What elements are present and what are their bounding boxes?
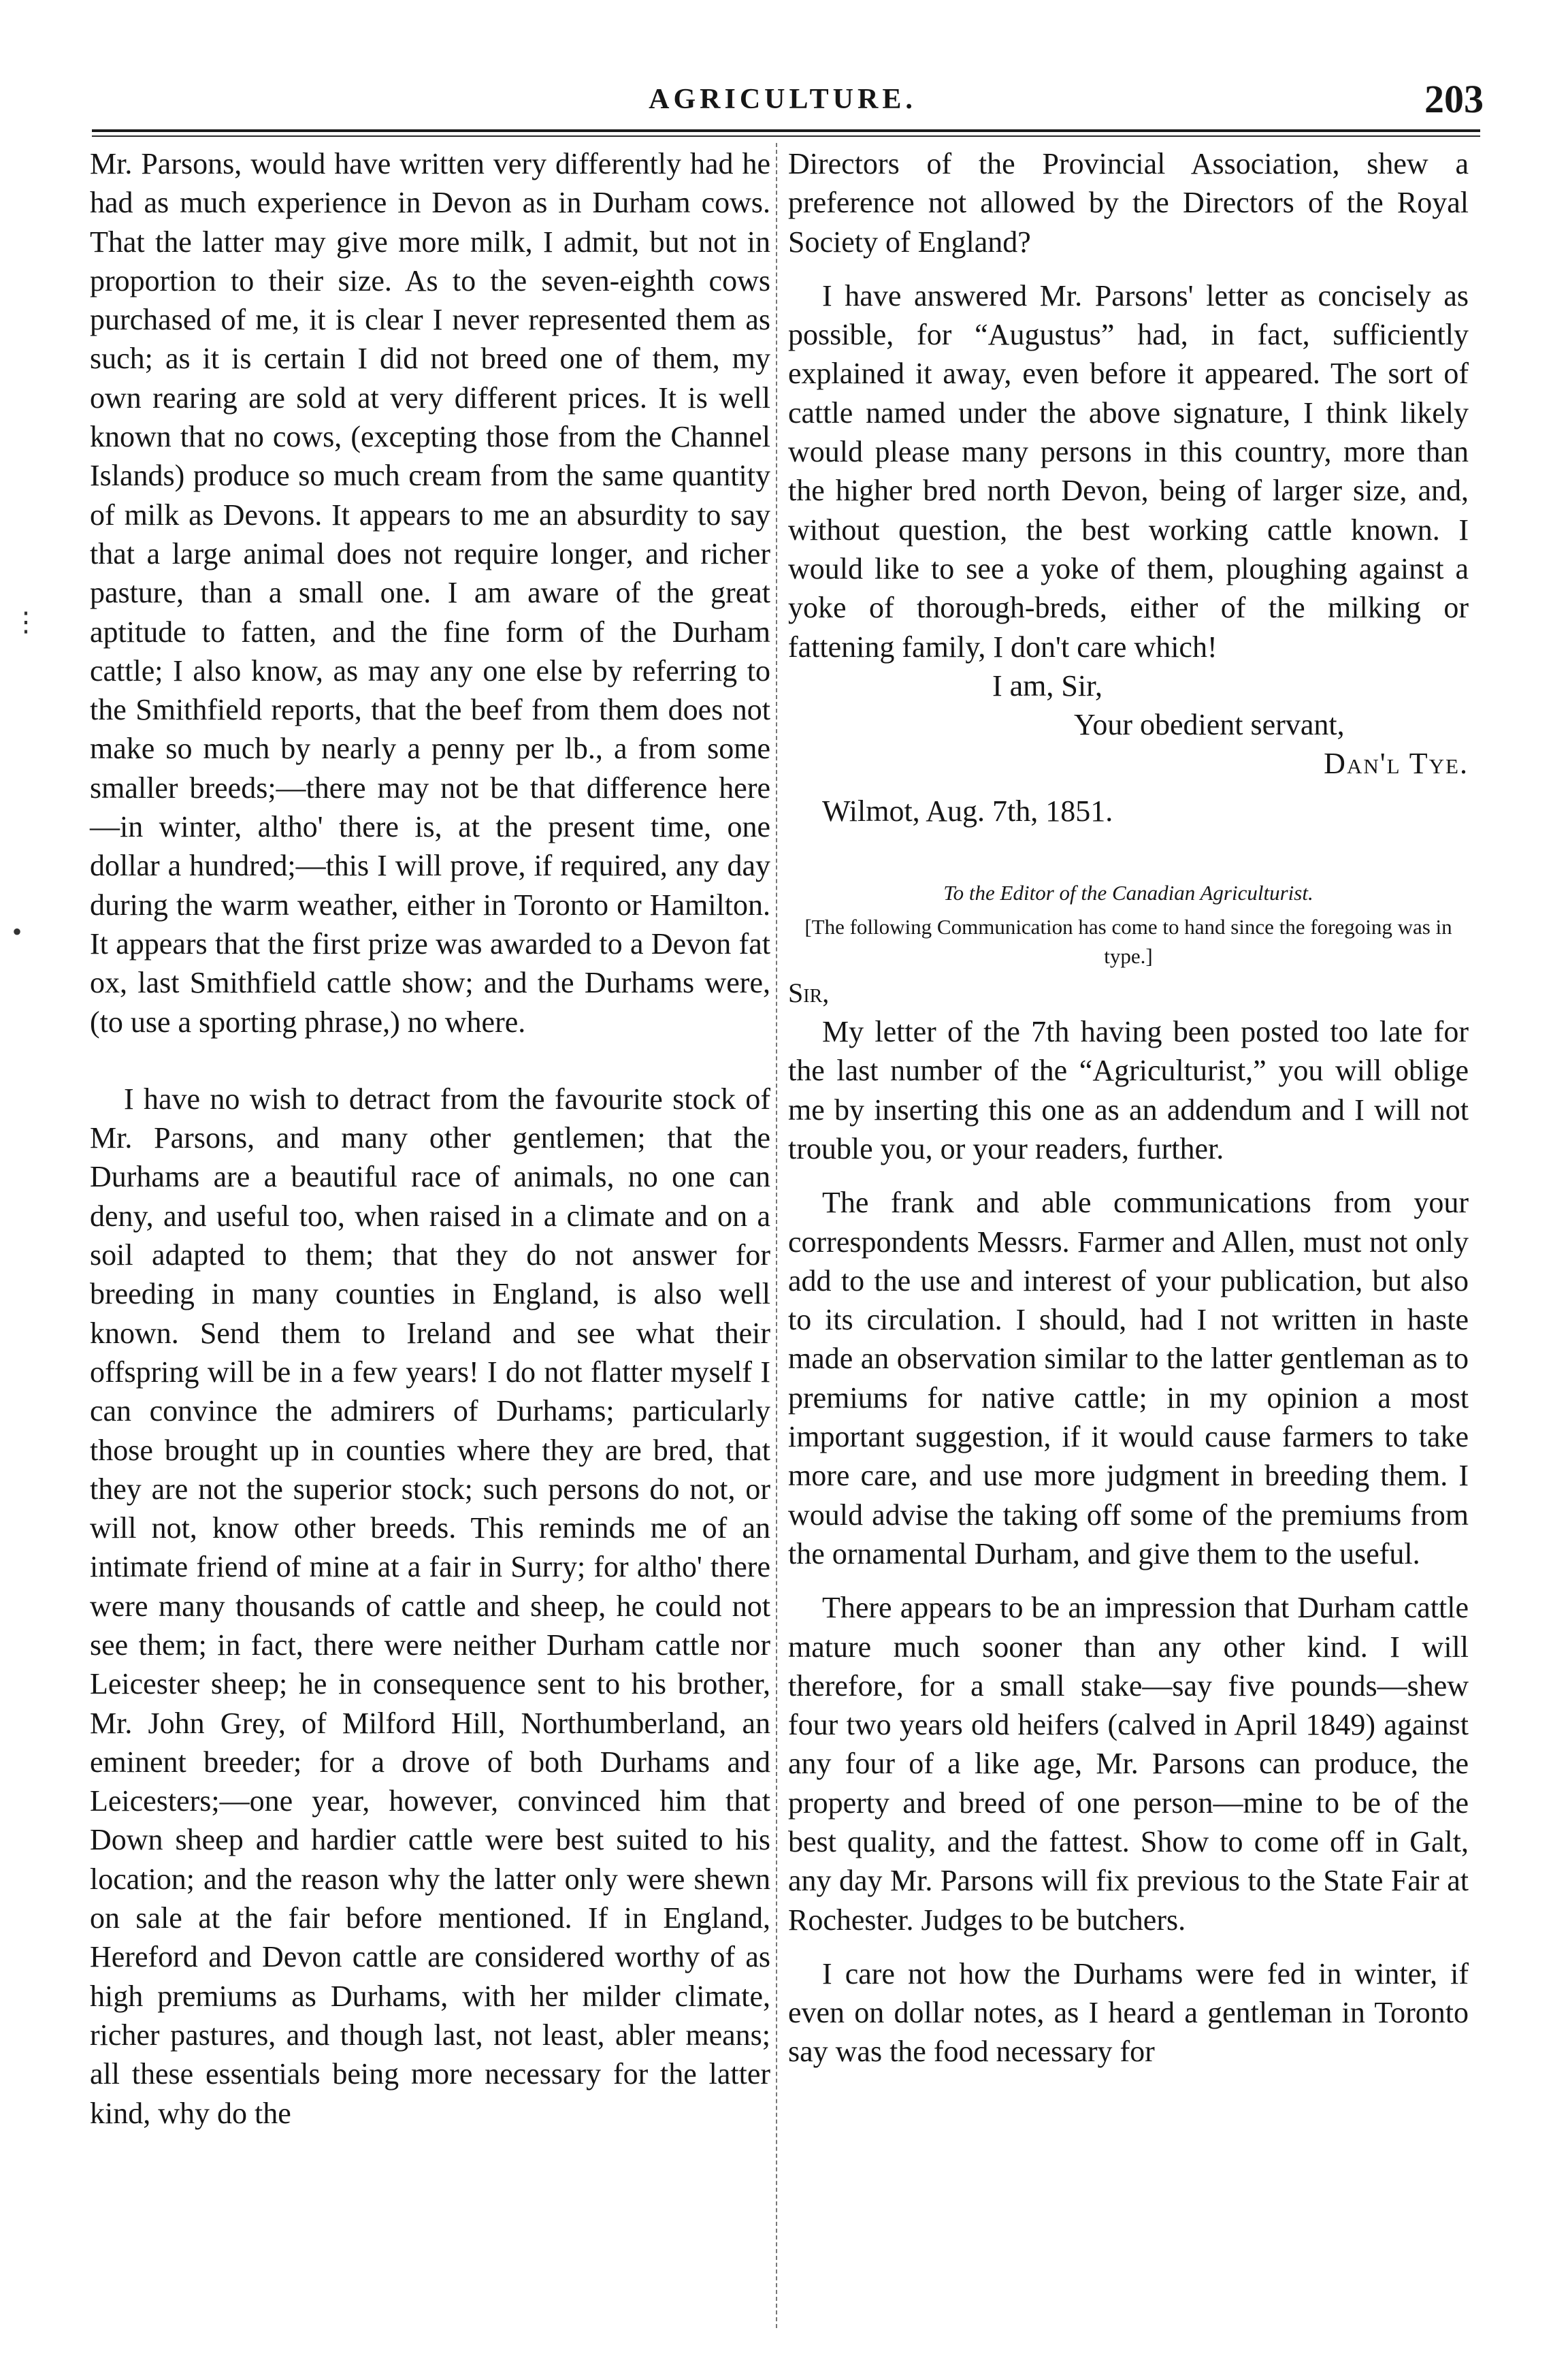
letter-paragraph-3: There appears to be an impression that Durham cattle mature much sooner than any other kind. I will therefore, for a small stake—say five pounds—shew four two years old heifers (calved in April 1849) against any four of a like age, Mr. Parsons can produce, the property and breed of one person—mine to be of the best quality, and the fattest. Show to come off in Galt, any day Mr. Parsons will fix previous to the State Fair at Rochester. Judges to be butchers. xyxy=(788,1591,1469,1937)
header-rule-thin xyxy=(92,135,1480,137)
page-number: 203 xyxy=(1424,77,1484,121)
left-paragraph-1: Mr. Parsons, would have written very differently had he had as much experience in Devon as in Durham cows. That the latter may give more milk, I admit, but not in proportion to their size. As to the seven-eighth cows purchased of me, it is clear I never represented them as such; as it is certain I did not breed one of them, my own rearing are sold at very different prices. It is well known that no cows, (excepting those from the Channel Islands) produce so much cream from the same quantity of milk as Devons. It appears to me an absurdity to say that a large animal does not require longer, and richer pasture, than a small one. I am aware of the great aptitude to fatten, and the fine form of the Durham cattle; I also know, as may any one else by referring to the Smithfield reports, that the beef from them does not make so much by nearly a penny per lb., a from some smaller breeds;—there may not be that difference here—in winter, altho' there is, at the present time, one dollar a hundred;—this I will prove, if required, any day during the warm weather, either in Toronto or Hamilton. It appears that the first prize was awarded to a Devon fat ox, last Smithfield cattle show; and the Durhams were, (to use a sporting phrase,) no where. xyxy=(90,147,770,1039)
signature-block xyxy=(788,666,1469,830)
editor-heading: To the Editor of the Canadian Agriculturist. xyxy=(943,881,1313,905)
running-title: AGRICULTURE. xyxy=(649,84,917,115)
signature-closing-1: I am, Sir, xyxy=(992,668,1102,703)
salutation: Sir, xyxy=(788,978,830,1009)
signature-name: Dan'l Tye. xyxy=(1324,747,1469,781)
letter-paragraph-1: My letter of the 7th having been posted too late for the last number of the “Agriculturist,” you will oblige me by inserting this one as an addendum and I will not trouble you, or your readers, further. xyxy=(788,1015,1469,1165)
header-rule xyxy=(92,129,1480,132)
signature-closing-2: Your obedient servant, xyxy=(1074,708,1345,742)
letter-paragraph-4: I care not how the Durhams were fed in winter, if even on dollar notes, as I heard a gentleman in Toronto say was the food necessary for xyxy=(788,1956,1469,2069)
margin-mark: • xyxy=(12,916,22,947)
right-paragraph-1: Directors of the Provincial Association, shew a preference not allowed by the Directors of the Royal Society of England? xyxy=(788,147,1469,259)
margin-mark: ⋮ xyxy=(12,607,39,637)
right-column xyxy=(788,144,1469,2071)
running-head xyxy=(82,77,1484,128)
column-divider xyxy=(776,143,777,2328)
signature-place-date: Wilmot, Aug. 7th, 1851. xyxy=(822,794,1113,828)
right-paragraph-2: I have answered Mr. Parsons' letter as concisely as possible, for “Augustus” had, in fact, sufficiently explained it away, even before it appeared. The sort of cattle named under the above signature, I think likely would please many persons in this country, more than the higher bred north Devon, being of larger size, and, without question, the best working cattle known. I would like to see a yoke of them, ploughing against a yoke of thorough-breds, either of the milking or fattening family, I don't care which! xyxy=(788,278,1469,664)
left-paragraph-2: I have no wish to detract from the favourite stock of Mr. Parsons, and many other gentlemen; that the Durhams are a beautiful race of animals, no one can deny, and useful too, when raised in a climate and on a soil adapted to them; that they do not answer for breeding in many counties in England, is also well known. Send them to Ireland and see what their offspring will be in a few years! I do not flatter myself I can convince the admirers of Durhams; particularly those brought up in counties where they are bred, that they are not the superior stock; such persons do not, or will not, know other breeds. This reminds me of an intimate friend of mine at a fair in Surry; for altho' there were many thousands of cattle and sheep, he could not see them; in fact, there were neither Durham cattle nor Leicester sheep; he in consequence sent to his brother, Mr. John Grey, of Milford Hill, Northumberland, an eminent breeder; for a drove of both Durhams and Leicesters;—one year, however, convinced him that Down sheep and hardier cattle were best suited to his location; and the reason why the latter only were shewn on sale at the fair before mentioned. If in England, Hereford and Devon cattle are considered worthy of as high premiums as Durhams, with her milder climate, richer pastures, and though last, not least, abler means; all these essentials being more necessary for the latter kind, why do the xyxy=(90,1082,770,2130)
letter-paragraph-2: The frank and able communications from your correspondents Messrs. Farmer and Allen, must not only add to the use and interest of your publication, but also to its circulation. I should, had I not written in haste made an observation similar to the latter gentleman as to premiums for native cattle; in my opinion a most important suggestion, if it would cause farmers to take more care, and use more judgment in breeding them. I would advise the taking off some of the premiums from the ornamental Durham, and give them to the useful. xyxy=(788,1186,1469,1570)
left-column xyxy=(90,144,770,2133)
editor-note: [The following Communication has come to hand since the foregoing was in type.] xyxy=(804,915,1452,969)
